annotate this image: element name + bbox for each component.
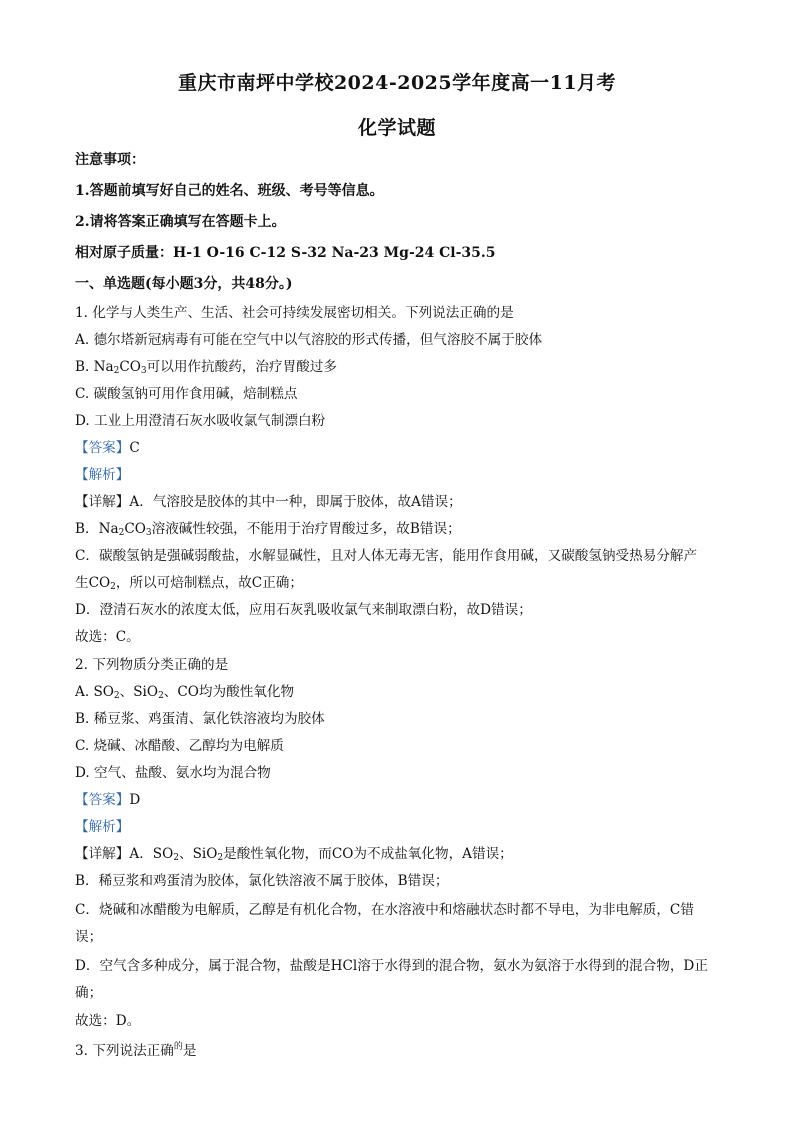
q1-stem: 1. 化学与人类生产、生活、社会可持续发展密切相关。下列说法正确的是 — [75, 305, 514, 321]
q2-detail-b: B．稀豆浆和鸡蛋清为胶体，氯化铁溶液不属于胶体，B错误； — [75, 873, 449, 889]
q3-stem: 3. 下列说法正确$^的$是 — [75, 1042, 197, 1059]
q1-detail-b: B．$Na_2CO_3$溶液碱性较强，不能用于治疗胃酸过多，故B错误； — [75, 521, 461, 538]
answer-label: 【答案】 — [75, 792, 130, 808]
notes-heading: 注意事项： — [75, 152, 145, 168]
q1-option-c: C. 碳酸氢钠可用作食用碱，焙制糕点 — [75, 386, 298, 402]
q2-conclusion: 故选：D。 — [75, 1013, 141, 1029]
q2-detail-c-1: C．烧碱和冰醋酸为电解质，乙醇是有机化合物，在水溶液中和熔融状态时都不导电，为非电解质，C错 — [75, 902, 694, 918]
q1-detail-a: 【详解】A．气溶胶是胶体的其中一种，即属于胶体，故A错误； — [75, 494, 462, 510]
q1-detail-c-2: 生$CO_2$，所以可焙制糕点，故C正确； — [75, 575, 303, 592]
section-heading: 一、单选题(每小题3分，共48分。) — [75, 276, 293, 292]
q1-option-d: D. 工业上用澄清石灰水吸收氯气制漂白粉 — [75, 413, 326, 429]
q2-option-c: C. 烧碱、冰醋酸、乙醇均为电解质 — [75, 738, 284, 754]
q2-answer: 【答案】D — [75, 792, 141, 808]
q2-analysis-label: 【解析】 — [75, 819, 130, 835]
q1-option-b: B. $Na_2CO_3$可以用作抗酸药，治疗胃酸过多 — [75, 359, 337, 376]
q2-stem: 2. 下列物质分类正确的是 — [75, 657, 229, 673]
document-subtitle: 化学试题 — [357, 117, 436, 139]
notes-item-2: 2.请将答案正确填写在答题卡上。 — [75, 214, 286, 230]
q1-detail-d: D．澄清石灰水的浓度太低，应用石灰乳吸收氯气来制取漂白粉，故D错误； — [75, 602, 532, 618]
q2-detail-c-2: 误； — [75, 929, 103, 945]
q2-detail-a: 【详解】A．$SO_2$、SiO$_2$是酸性氧化物，而CO为不成盐氧化物，A错误； — [75, 846, 513, 863]
q1-answer: 【答案】C — [75, 440, 140, 456]
q1-option-a: A. 德尔塔新冠病毒有可能在空气中以气溶胶的形式传播，但气溶胶不属于胶体 — [75, 332, 543, 348]
q2-detail-d-2: 确； — [75, 985, 103, 1001]
document-title: 重庆市南坪中学校2024-2025学年度高一11月考 — [177, 72, 617, 94]
answer-label: 【答案】 — [75, 440, 130, 456]
q2-option-d: D. 空气、盐酸、氨水均为混合物 — [75, 765, 271, 781]
q2-option-a: A. $SO_2$、SiO$_2$、CO均为酸性氧化物 — [75, 684, 295, 701]
notes-item-1: 1.答题前填写好自己的姓名、班级、考号等信息。 — [75, 183, 384, 199]
atomic-masses: 相对原子质量：H-1 O-16 C-12 S-32 Na-23 Mg-24 Cl-35.5 — [75, 245, 496, 261]
q2-option-b: B. 稀豆浆、鸡蛋清、氯化铁溶液均为胶体 — [75, 711, 325, 727]
q2-detail-d-1: D．空气含多种成分，属于混合物，盐酸是HCl溶于水得到的混合物，氨水为氨溶于水得到的混合物，D正 — [75, 958, 708, 974]
q1-analysis-label: 【解析】 — [75, 467, 130, 483]
q1-detail-c-1: C．碳酸氢钠是强碱弱酸盐，水解显碱性，且对人体无毒无害，能用作食用碱，又碳酸氢钠受热易分解产 — [75, 548, 698, 564]
q1-conclusion: 故选：C。 — [75, 629, 140, 645]
